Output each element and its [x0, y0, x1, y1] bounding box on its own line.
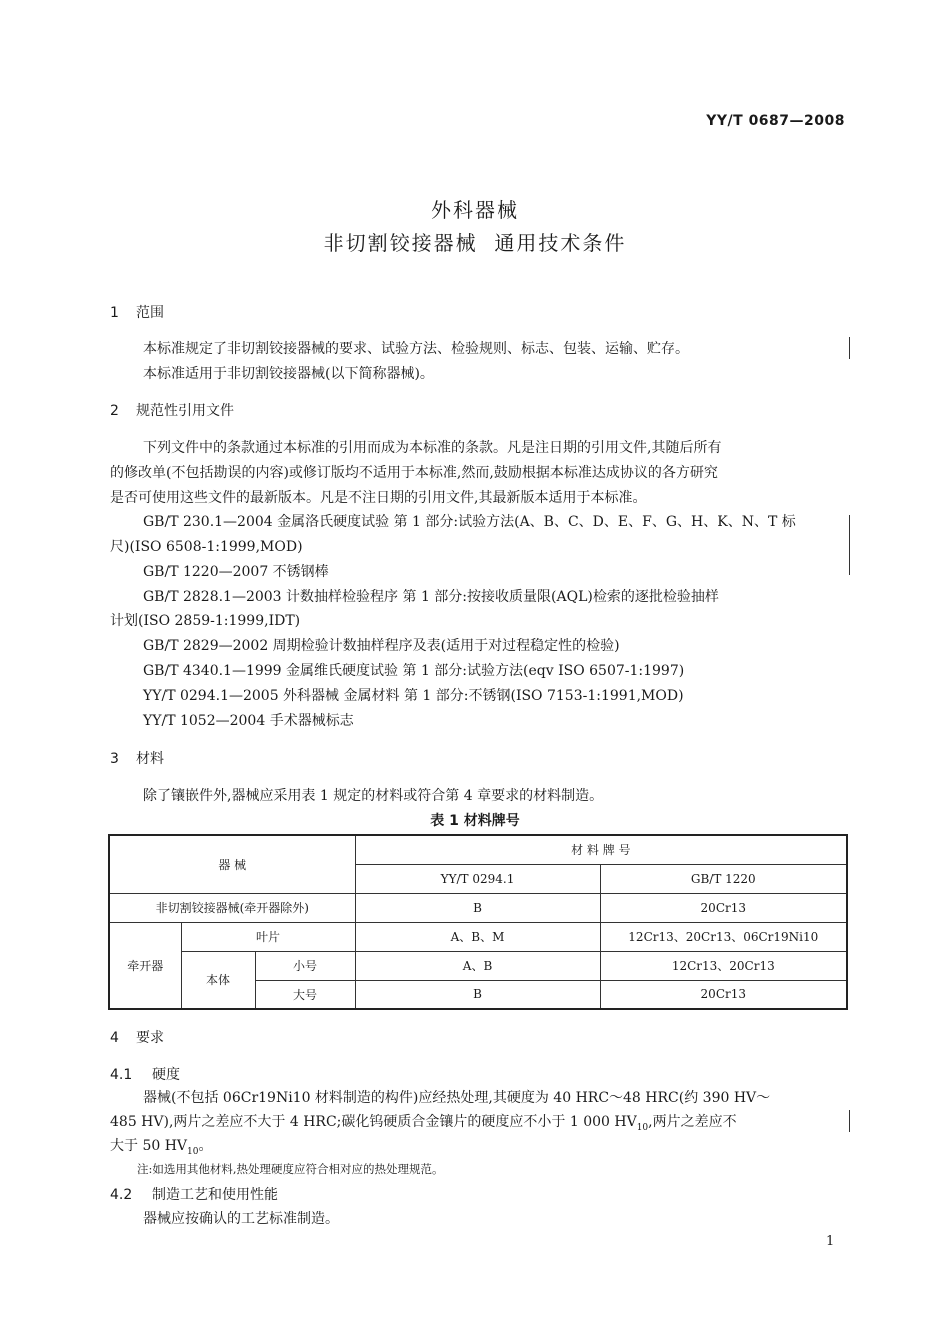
title-line-1: 外科器械 — [431, 198, 519, 222]
section-4-2-heading — [110, 1184, 278, 1204]
cell-gb: 12Cr13、20Cr13 — [600, 951, 847, 980]
hardness-text: 大于 50 HV — [110, 1138, 188, 1154]
section-title: 规范性引用文件 — [136, 403, 234, 419]
section-title: 范围 — [136, 305, 164, 321]
section-number: 4.1 — [110, 1067, 133, 1083]
cell-gb: 20Cr13 — [600, 893, 847, 922]
hardness-text-end: 。 — [198, 1138, 213, 1154]
reference-gb2828-cont: 计划(ISO 2859-1:1999,IDT) — [110, 613, 301, 629]
hardness-text-end: ,两片之差应不 — [648, 1114, 737, 1130]
reference-yy0294: YY/T 0294.1—2005 外科器械 金属材料 第 1 部分:不锈钢(ISO 7153-1:1991,MOD) — [143, 688, 684, 704]
reference-gb2829: GB/T 2829—2002 周期检验计数抽样程序及表(适用于对过程稳定性的检验) — [143, 638, 620, 654]
header-yy0294: YY/T 0294.1 — [355, 864, 600, 893]
title-line-2: 非切割铰接器械 通用技术条件 — [323, 231, 627, 255]
row-label-blade: 叶片 — [181, 922, 355, 951]
margin-mark — [849, 337, 850, 359]
scope-paragraph-2: 本标准适用于非切割铰接器械(以下简称器械)。 — [143, 366, 434, 382]
section-title: 要求 — [136, 1030, 164, 1046]
section-number: 3 — [110, 751, 119, 767]
hardness-note: 注:如选用其他材料,热处理硬度应符合相对应的热处理规范。 — [137, 1162, 444, 1176]
section-4-1-heading — [110, 1064, 180, 1084]
cell-yy: A、B、M — [355, 922, 600, 951]
reference-gb2828: GB/T 2828.1—2003 计数抽样检验程序 第 1 部分:按接收质量限(AQL)检索的逐批检验抽样 — [143, 589, 719, 605]
cell-yy: B — [355, 980, 600, 1009]
section-number: 4 — [110, 1030, 119, 1046]
materials-paragraph: 除了镶嵌件外,器械应采用表 1 规定的材料或符合第 4 章要求的材料制造。 — [143, 788, 604, 804]
section-number: 1 — [110, 305, 119, 321]
section-number: 4.2 — [110, 1187, 133, 1203]
document-code: YY/T 0687—2008 — [706, 113, 845, 129]
references-intro-line-3: 是否可使用这些文件的最新版本。凡是不注日期的引用文件,其最新版本适用于本标准。 — [110, 490, 647, 506]
section-2-heading — [110, 400, 234, 420]
reference-yy1052: YY/T 1052—2004 手术器械标志 — [143, 713, 354, 729]
cell-yy: B — [355, 893, 600, 922]
reference-gb1220: GB/T 1220—2007 不锈钢棒 — [143, 564, 329, 580]
margin-mark — [849, 1110, 850, 1132]
row-label-small: 小号 — [255, 951, 355, 980]
header-material-grade: 材 料 牌 号 — [355, 835, 847, 864]
materials-table — [108, 834, 846, 1008]
subscript: 10 — [187, 1146, 199, 1157]
section-number: 2 — [110, 403, 119, 419]
scope-paragraph-1: 本标准规定了非切割铰接器械的要求、试验方法、检验规则、标志、包装、运输、贮存。 — [143, 341, 689, 357]
hardness-line-2 — [110, 1112, 737, 1138]
header-instrument: 器 械 — [109, 835, 355, 893]
reference-gb230: GB/T 230.1—2004 金属洛氏硬度试验 第 1 部分:试验方法(A、B、C、D、E、F、G、H、K、N、T 标 — [143, 514, 796, 530]
page-number: 1 — [826, 1234, 835, 1249]
hardness-text: 485 HV),两片之差应不大于 4 HRC;碳化钨硬质合金镶片的硬度应不小于 1 000 HV — [110, 1114, 637, 1130]
section-1-heading — [110, 302, 164, 322]
header-gb1220: GB/T 1220 — [600, 864, 847, 893]
cell-gb: 20Cr13 — [600, 980, 847, 1009]
references-intro-line-1: 下列文件中的条款通过本标准的引用而成为本标准的条款。凡是注日期的引用文件,其随后所有 — [143, 440, 722, 456]
hardness-line-3 — [110, 1136, 213, 1162]
subscript: 10 — [636, 1122, 649, 1133]
margin-mark — [849, 515, 850, 575]
section-title: 制造工艺和使用性能 — [152, 1187, 278, 1203]
manufacturing-paragraph: 器械应按确认的工艺标准制造。 — [143, 1211, 339, 1227]
section-4-heading — [110, 1027, 164, 1047]
section-title: 材料 — [136, 751, 164, 767]
cell-yy: A、B — [355, 951, 600, 980]
reference-gb4340: GB/T 4340.1—1999 金属维氏硬度试验 第 1 部分:试验方法(eqv ISO 6507-1:1997) — [143, 663, 685, 679]
row-label-hinged-instrument: 非切割铰接器械(牵开器除外) — [109, 893, 355, 922]
cell-gb: 12Cr13、20Cr13、06Cr19Ni10 — [600, 922, 847, 951]
hardness-line-1: 器械(不包括 06Cr19Ni10 材料制造的构件)应经热处理,其硬度为 40 HRC～48 HRC(约 390 HV～ — [143, 1090, 771, 1106]
row-label-large: 大号 — [255, 980, 355, 1009]
row-label-retractor: 牵开器 — [109, 922, 181, 1009]
section-3-heading — [110, 748, 164, 768]
table-1-caption: 表 1 材料牌号 — [430, 813, 520, 829]
row-label-body: 本体 — [181, 951, 255, 1009]
reference-gb230-cont: 尺)(ISO 6508-1:1999,MOD) — [110, 539, 303, 555]
section-title: 硬度 — [152, 1067, 180, 1083]
references-intro-line-2: 的修改单(不包括勘误的内容)或修订版均不适用于本标准,然而,鼓励根据本标准达成协议的各方研究 — [110, 465, 718, 481]
